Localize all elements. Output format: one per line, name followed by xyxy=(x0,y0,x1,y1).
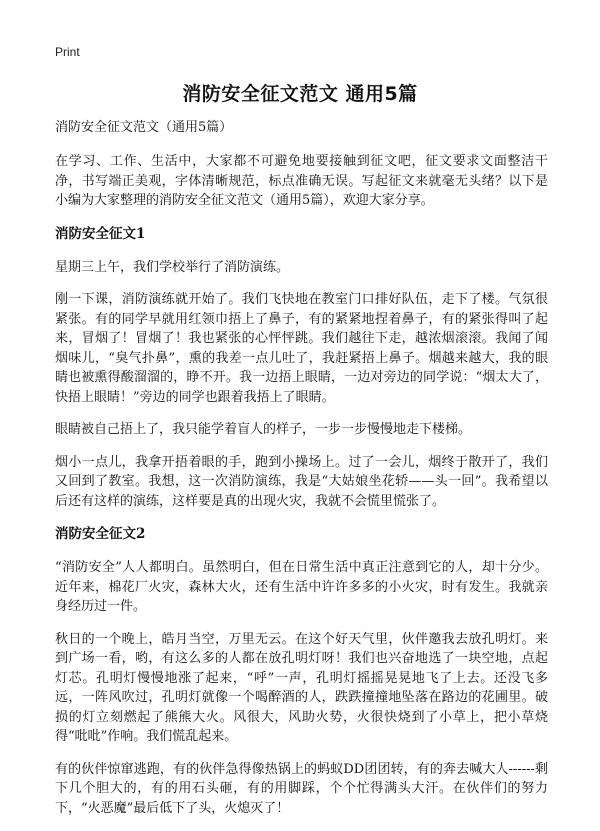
section-heading-2: 消防安全征文2 xyxy=(55,526,146,542)
paragraph: 星期三上午，我们学校举行了消防演练。 xyxy=(55,259,290,275)
paragraph: 刚一下课，消防演练就开始了。我们飞快地在教室门口排好队伍，走下了楼。气氛很紧张。有的同学早就用红领巾捂上了鼻子，有的紧紧地捏着鼻子，有的紧张得叫了起来，冒烟了！冒烟了！我也紧张的心怦怦跳。我们越往下走，越浓烟滚滚。我闻了闻烟味儿，“臭气扑鼻”，熏的我差一点儿吐了，我赶紧捂上鼻子。烟越来越大，我的眼睛也被熏得酸溜溜的，睁不开。我一边捂上眼睛，一边对旁边的同学说：“烟太大了，快捂上眼睛！”旁边的同学也跟着我捂上了眼睛。 xyxy=(55,292,548,405)
paragraph: 眼睛被自己捂上了，我只能学着盲人的样子，一步一步慢慢地走下楼梯。 xyxy=(55,422,472,437)
article-subtitle: 消防安全征文范文（通用5篇） xyxy=(55,120,233,135)
section-heading-1: 消防安全征文1 xyxy=(55,225,146,242)
intro-paragraph: 在学习、工作、生活中，大家都不可避免地要接触到征文吧，征文要求文面整洁干净，书写端正美观，字体清晰规范，标点准确无误。写起征文来就毫无头绪？以下是小编为大家整理的消防安全征文范文（通用5篇），欢迎大家分享。 xyxy=(55,154,548,208)
paragraph: 有的伙伴惊窜逃跑，有的伙伴急得像热锅上的蚂蚁DD团团转，有的奔去喊大人------剩下几个胆大的，有的用石头砸，有的用脚踩，个个忙得满头大汗。在伙伴们的努力下，“火恶魔”最后低下了头，火熄灭了！ xyxy=(55,761,548,816)
article-body xyxy=(55,118,548,831)
paragraph: “消防安全”人人都明白。虽然明白，但在日常生活中真正注意到它的人，却十分少。近年来，棉花厂火灾，森林大火，还有生活中许许多多的小火灾，时有发生。我就亲身经历过一件。 xyxy=(55,560,548,614)
page-title: 消防安全征文范文 通用5篇 xyxy=(182,83,418,105)
paragraph: 秋日的一个晚上，皓月当空，万里无云。在这个好天气里，伙伴邀我去放孔明灯。来到广场一看，哟，有这么多的人都在放孔明灯呀！我们也兴奋地选了一块空地，点起灯芯。孔明灯慢慢地涨了起来，“呼”一声，孔明灯摇摇晃晃地飞了上去。还没飞多远，一阵风吹过，孔明灯就像一个喝醉酒的人，跌跌撞撞地坠落在路边的花圃里。破损的灯立刻燃起了熊熊大火。风很大，风助火势，火很快烧到了小草上，把小草烧得“吡吡”作响。我们慌乱起来。 xyxy=(55,631,548,744)
paragraph: 烟小一点儿，我拿开捂着眼的手，跑到小操场上。过了一会儿，烟终于散开了，我们又回到了教室。我想，这一次消防演练，我是“大姑娘坐花轿——头一回”。我希望以后还有这样的演练，这样要是真的出现火灾，我就不会慌里慌张了。 xyxy=(55,454,548,509)
print-link[interactable]: Print xyxy=(55,45,80,59)
